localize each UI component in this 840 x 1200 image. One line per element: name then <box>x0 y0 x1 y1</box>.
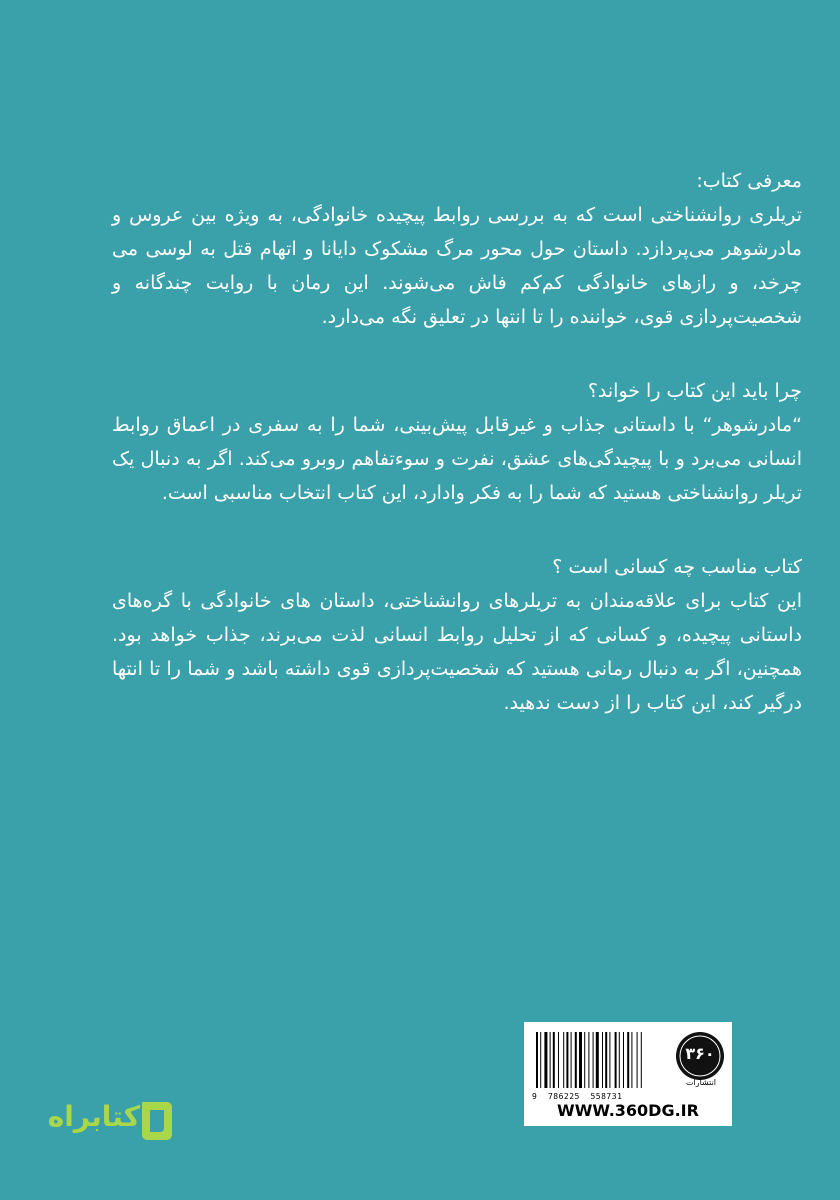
section-introduction <box>112 164 802 334</box>
section-heading: کتاب مناسب چه کسانی است ؟ <box>552 556 802 578</box>
barcode-box <box>524 1022 732 1126</box>
barcode-icon <box>534 1032 666 1088</box>
section-body: تریلری روانشناختی است که به بررسی روابط پیچیده خانوادگی، به ویژه بین عروس و مادرشوهر می‌پردازد. داستان حول محور مرگ مشکوک دایانا و اتهام قتل به لوسی می چرخد، و رازهای خانوادگی کم‌کم فاش می‌شوند. این رمان با روایت چندگانه و شخصیت‌پردازی قوی، خواننده را تا انتها در تعلیق نگه می‌دارد. <box>112 204 802 328</box>
section-body: “مادرشوهر“ با داستانی جذاب و غیرقابل پیش‌بینی، شما را به سفری در اعماق روابط انسانی می‌برد و با پیچیدگی‌های عشق، نفرت و سوءتفاهم روبرو می‌کند. اگر به دنبال یک تریلر روانشناختی هستید که شما را به فکر وادارد، این کتاب انتخاب مناسبی است. <box>112 414 802 504</box>
publisher-label: انتشارات <box>685 1078 717 1087</box>
ketabrah-name: کتابراه <box>47 1100 140 1133</box>
section-why-read <box>112 374 802 510</box>
publisher-number: ۳۶۰ <box>685 1044 715 1063</box>
section-heading: معرفی کتاب: <box>696 170 802 192</box>
publisher-website: WWW.360DG.IR <box>557 1101 699 1120</box>
isbn-number: 9 786225 558731 <box>532 1092 623 1101</box>
ketabrah-book-icon <box>138 1098 176 1144</box>
section-body: این کتاب برای علاقه‌مندان به تریلرهای روانشناختی، داستان های خانوادگی با گره‌های داستانی پیچیده، و کسانی که از تحلیل روابط انسانی لذت می‌برند، جذاب خواهد بود. همچنین، اگر به دنبال رمانی هستید که شخصیت‌پردازی قوی داشته باشد و شما را تا انتها درگیر کند، این کتاب را از دست ندهید. <box>112 590 802 714</box>
section-audience <box>112 550 802 720</box>
description-text <box>112 164 802 760</box>
section-heading: چرا باید این کتاب را خواند؟ <box>587 380 802 402</box>
ketabrah-logo <box>36 1098 176 1146</box>
